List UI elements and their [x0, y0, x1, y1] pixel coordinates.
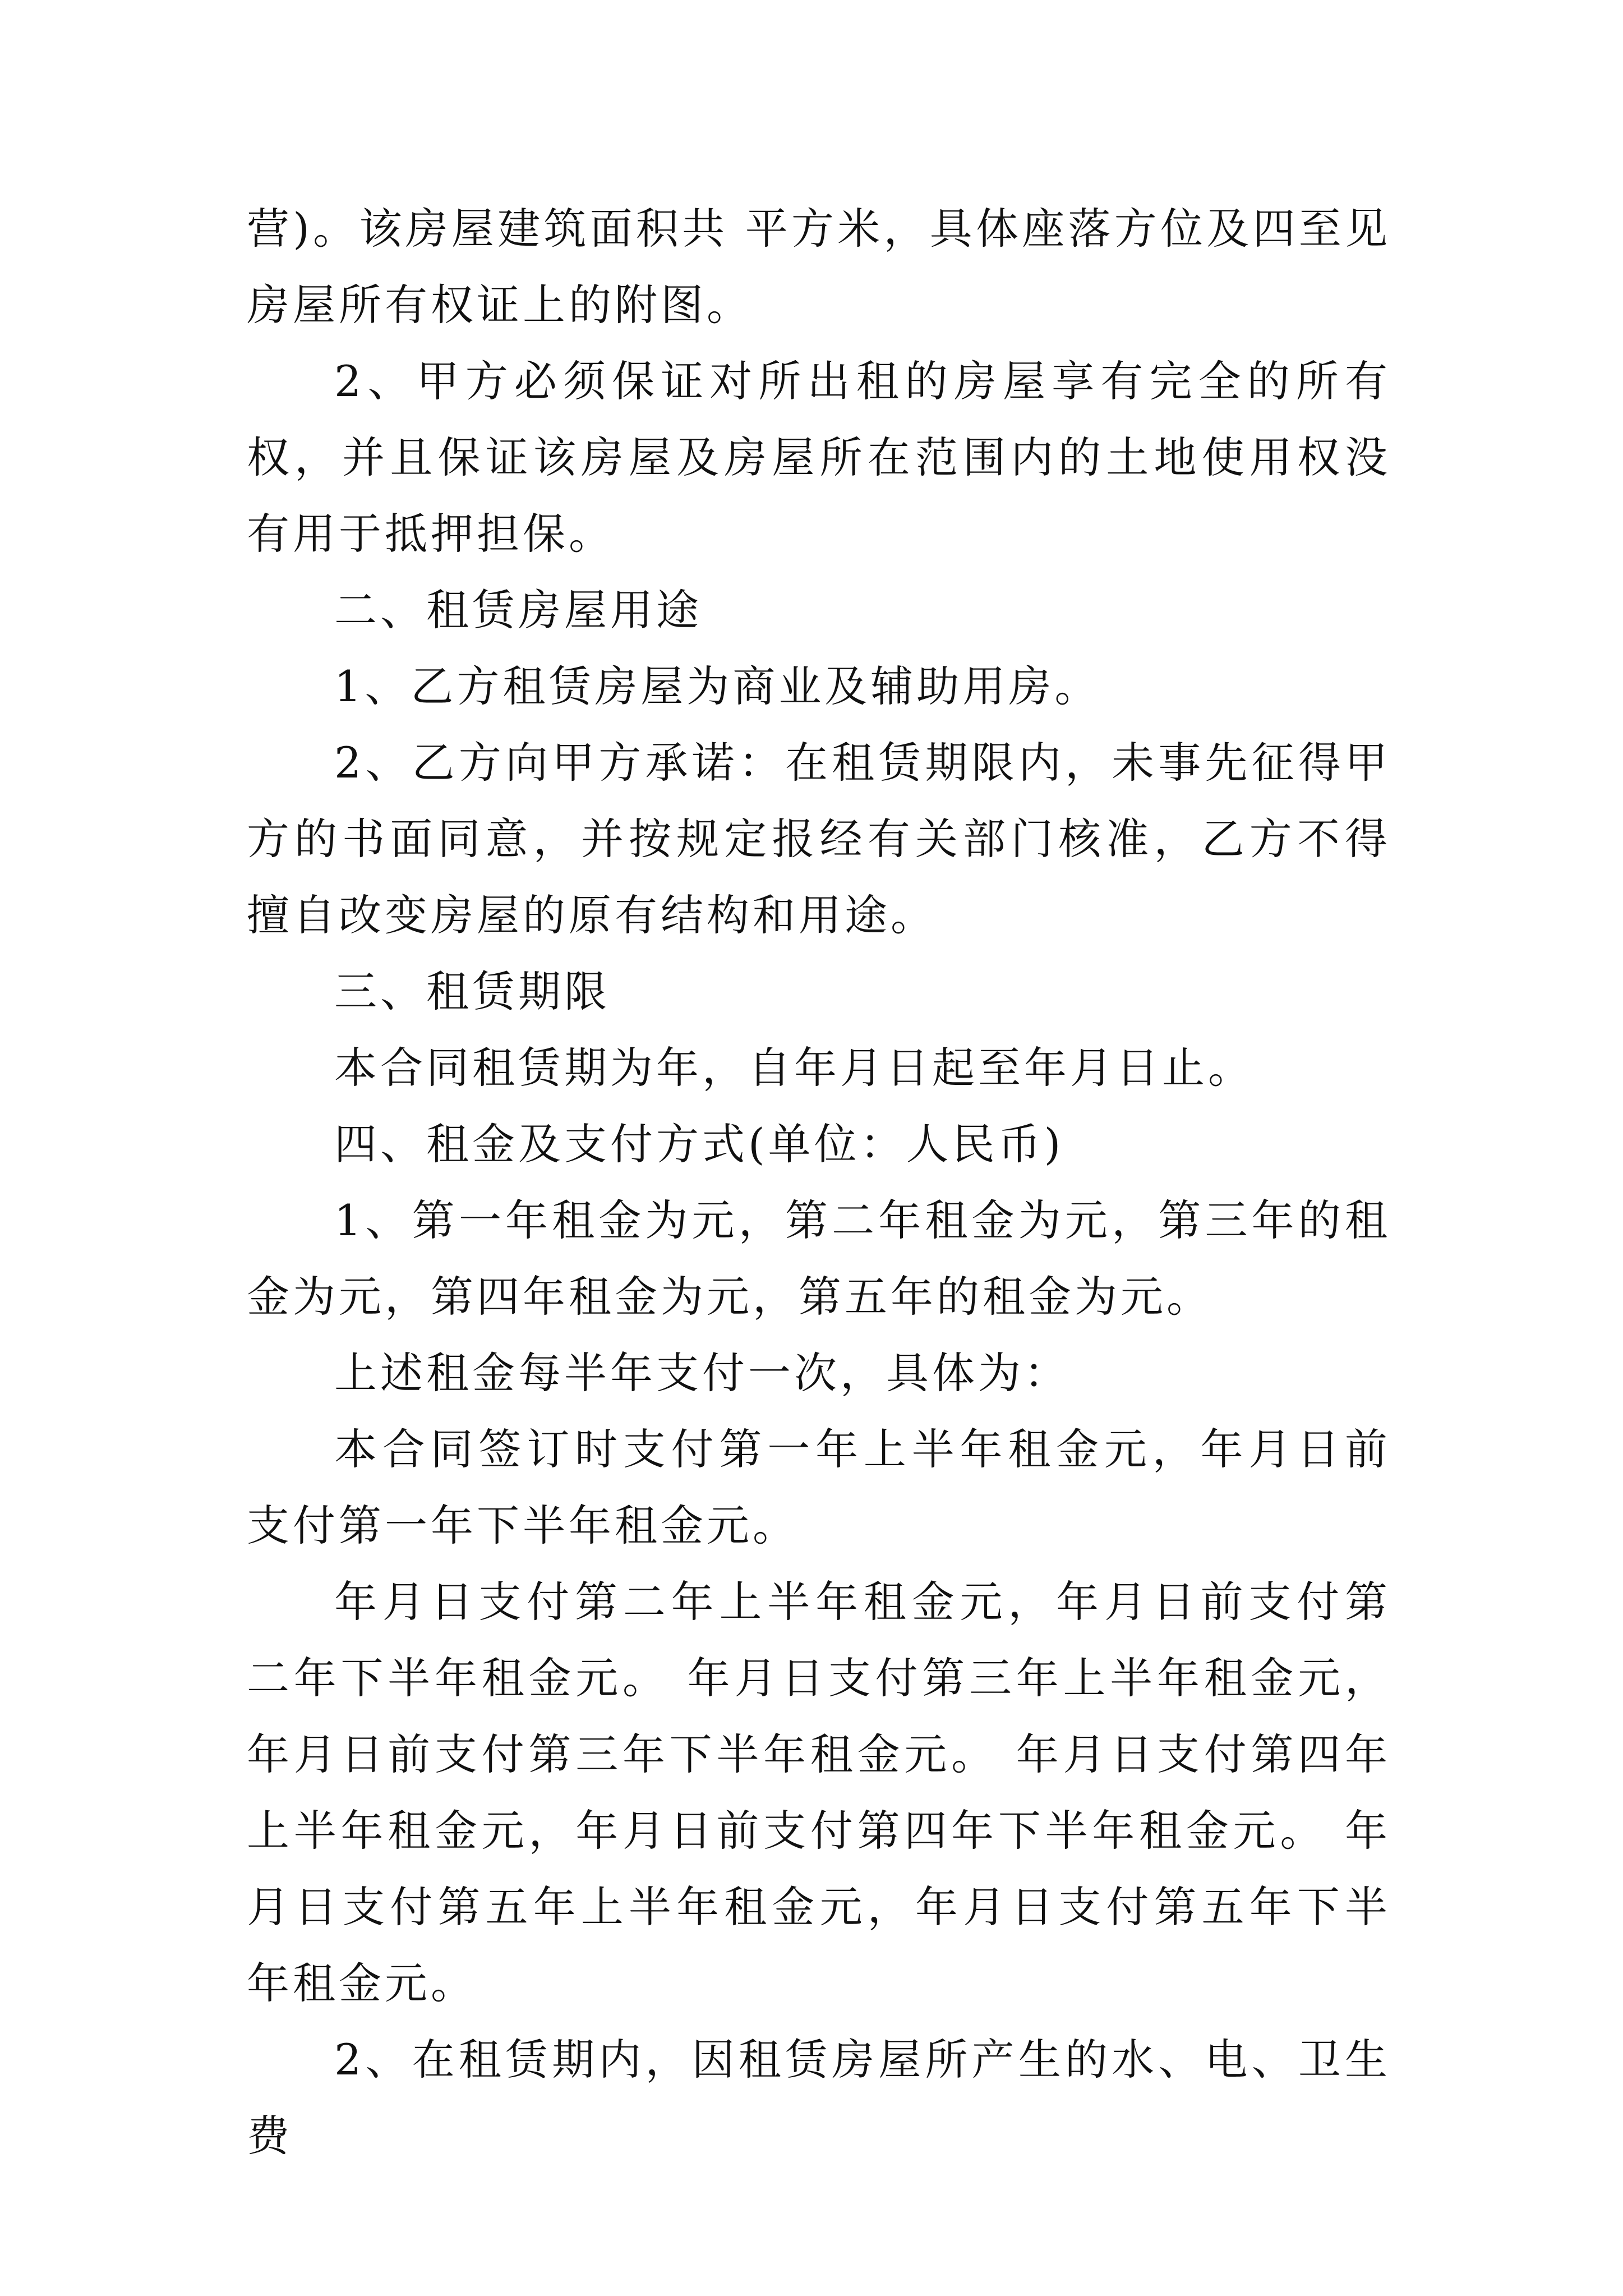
paragraph-utilities: 2、在租赁期内，因租赁房屋所产生的水、电、卫生费 [247, 2035, 1391, 2161]
paragraph-rent-semiannual: 上述租金每半年支付一次，具体为： [334, 1348, 1070, 1398]
paragraph-rent-schedule: 年月日支付第二年上半年租金元，年月日前支付第二年下半年租金元。 年月日支付第三年上半年租金元，年月日前支付第三年下半年租金元。 年月日支付第四年上半年租金元，年月日前支付第四年下半年租金元。 年月日支付第五年上半年租金元，年月日支付第五年下半年租金元。 [247, 1577, 1391, 2008]
paragraph-term: 本合同租赁期为年，自年月日起至年月日止。 [334, 1043, 1254, 1093]
section-heading-term: 三、租赁期限 [334, 967, 610, 1016]
paragraph-rent-amounts: 1、第一年租金为元，第二年租金为元，第三年的租金为元，第四年租金为元，第五年的租金为元。 [247, 1195, 1391, 1322]
paragraph-usage-2: 2、乙方向甲方承诺：在租赁期限内，未事先征得甲方的书面同意，并按规定报经有关部门核准，乙方不得擅自改变房屋的原有结构和用途。 [247, 738, 1391, 940]
section-heading-usage: 二、租赁房屋用途 [334, 585, 702, 635]
section-heading-rent: 四、租金及支付方式(单位：人民币) [334, 1119, 1064, 1169]
paragraph-property-area: 营)。该房屋建筑面积共 平方米，具体座落方位及四至见房屋所有权证上的附图。 [247, 204, 1391, 330]
contract-body [247, 191, 1391, 2174]
paragraph-usage-1: 1、乙方租赁房屋为商业及辅助用房。 [334, 661, 1101, 711]
paragraph-rent-first-year: 本合同签订时支付第一年上半年租金元，年月日前支付第一年下半年租金元。 [247, 1424, 1391, 1550]
paragraph-ownership-guarantee: 2、甲方必须保证对所出租的房屋享有完全的所有权，并且保证该房屋及房屋所在范围内的土地使用权没有用于抵押担保。 [247, 356, 1391, 559]
